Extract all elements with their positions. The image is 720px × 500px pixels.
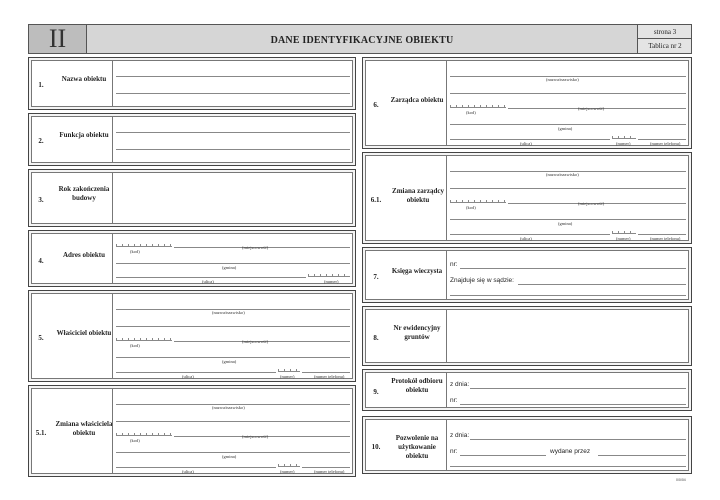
- section-7: [362, 247, 692, 303]
- kw-nr-label: nr:: [450, 261, 458, 268]
- pozwolenie-nr-label: nr:: [450, 448, 458, 455]
- protokol-nr-label: nr:: [450, 397, 458, 404]
- nazwa-field-2[interactable]: [116, 421, 350, 422]
- pozwolenie-extra-field[interactable]: [450, 466, 686, 467]
- telefon-field[interactable]: [638, 234, 686, 235]
- kw-sad-field-2[interactable]: [450, 295, 686, 296]
- section-number: 1.: [38, 81, 44, 89]
- section-6: 6. Zarządca obiektu (nazwa/nazwisko) (kod) (miejscowość) (gmina) (ulica) (numer) (numer telefonu): [362, 57, 692, 149]
- pozwolenie-nr-field[interactable]: [460, 455, 546, 456]
- numer-field[interactable]: [278, 464, 300, 467]
- section-4: 4. Adres obiektu (kod) (miejscowość) (gmina) (ulica) (numer): [28, 230, 356, 287]
- section-5-1: 5.1. Zmiana właściciela obiektu (nazwa/nazwisko) (kod) (miejscowość) (gmina) (ulica) (numer) (numer telefonu): [28, 385, 356, 477]
- gmina-field[interactable]: [116, 357, 350, 358]
- nazwa-field-2[interactable]: [116, 326, 350, 327]
- numer-field[interactable]: [278, 369, 300, 372]
- numer-field[interactable]: [612, 231, 636, 234]
- ulica-field[interactable]: [450, 139, 610, 140]
- kod-field[interactable]: [116, 433, 172, 436]
- kod-field[interactable]: [450, 200, 506, 203]
- section-3: [28, 169, 356, 227]
- nazwa-field-2[interactable]: [450, 93, 686, 94]
- protokol-nr-field[interactable]: [460, 404, 686, 405]
- telefon-field[interactable]: [302, 467, 350, 468]
- ulica-field[interactable]: [116, 467, 276, 468]
- protokol-date-field[interactable]: [470, 388, 686, 389]
- kw-sad-field[interactable]: [518, 284, 686, 285]
- section-number: 10.: [371, 443, 381, 451]
- header-bar: [28, 24, 692, 54]
- section-5: 5. Właściciel obiektu (nazwa/nazwisko) (kod) (miejscowość) (gmina) (ulica) (numer) (numer telefonu): [28, 290, 356, 382]
- nazwa-input-line[interactable]: [116, 93, 350, 94]
- form-code: 0/0/04: [676, 478, 686, 482]
- numer-field[interactable]: [612, 136, 636, 139]
- section-number: 5.: [38, 334, 44, 342]
- section-label: Funkcja obiektu: [59, 131, 109, 139]
- nazwa-field-2[interactable]: [450, 188, 686, 189]
- ulica-field[interactable]: [450, 234, 610, 235]
- section-10: [362, 416, 692, 474]
- section-label: Zarządca obiektu: [390, 96, 444, 104]
- section-label: Nr ewidencyjny gruntów: [393, 324, 441, 341]
- kw-nr-field[interactable]: [460, 268, 686, 269]
- section-number: 9.: [373, 388, 379, 396]
- nazwa-input-line[interactable]: [116, 76, 350, 77]
- section-label: Zmiana właściciela obiektu: [55, 420, 113, 437]
- funkcja-input-line[interactable]: [116, 132, 350, 133]
- section-number: 2.: [38, 137, 44, 145]
- ulica-field[interactable]: [116, 277, 306, 278]
- section-9: [362, 369, 692, 411]
- kod-field[interactable]: [116, 338, 172, 341]
- section-number: 6.: [373, 101, 379, 109]
- section-number: 8.: [373, 334, 379, 342]
- page-number: strona 3: [638, 25, 692, 39]
- section-label: Pozwolenie na użytkowanie obiektu: [395, 434, 439, 460]
- gmina-field[interactable]: [116, 263, 350, 264]
- page-title: DANE IDENTYFIKACYJNE OBIEKTU: [270, 35, 454, 46]
- page-info: [637, 25, 691, 53]
- section-number: 7.: [373, 273, 379, 281]
- wydane-field[interactable]: [598, 455, 686, 456]
- section-label: Protokół odbioru obiektu: [391, 377, 443, 394]
- section-number: 3.: [38, 196, 44, 204]
- telefon-field[interactable]: [302, 372, 350, 373]
- section-label: Adres obiektu: [62, 251, 106, 259]
- protokol-date-label: z dnia:: [450, 381, 470, 388]
- wydane-label: wydane przez: [550, 448, 591, 455]
- section-number: 6.1.: [370, 196, 382, 204]
- gmina-field[interactable]: [450, 124, 686, 125]
- telefon-field[interactable]: [638, 139, 686, 140]
- funkcja-input-line[interactable]: [116, 149, 350, 150]
- section-label: Zmiana zarządcy obiektu: [392, 187, 444, 204]
- numer-field[interactable]: [308, 274, 350, 277]
- kw-sad-label: Znajduje się w sądzie:: [450, 277, 514, 284]
- section-1: [28, 57, 356, 110]
- section-8: [362, 306, 692, 366]
- section-label: Rok zakończenia budowy: [58, 185, 110, 202]
- part-number: II: [29, 25, 87, 53]
- kod-field[interactable]: [116, 244, 172, 247]
- section-2: [28, 113, 356, 166]
- kod-field[interactable]: [450, 105, 506, 108]
- gmina-field[interactable]: [450, 219, 686, 220]
- section-label: Księga wieczysta: [391, 267, 443, 275]
- gmina-field[interactable]: [116, 452, 350, 453]
- ulica-field[interactable]: [116, 372, 276, 373]
- section-label: Właściciel obiektu: [56, 329, 112, 337]
- section-number: 4.: [38, 257, 44, 265]
- section-6-1: 6.1. Zmiana zarządcy obiektu (nazwa/nazwisko) (kod) (miejscowość) (gmina) (ulica) (numer) (numer telefonu): [362, 152, 692, 244]
- table-number: Tablica nr 2: [648, 42, 682, 50]
- section-number: 5.1.: [35, 429, 47, 437]
- section-label: Nazwa obiektu: [61, 75, 107, 83]
- pozwolenie-date-field[interactable]: [470, 439, 686, 440]
- pozwolenie-date-label: z dnia:: [450, 432, 470, 439]
